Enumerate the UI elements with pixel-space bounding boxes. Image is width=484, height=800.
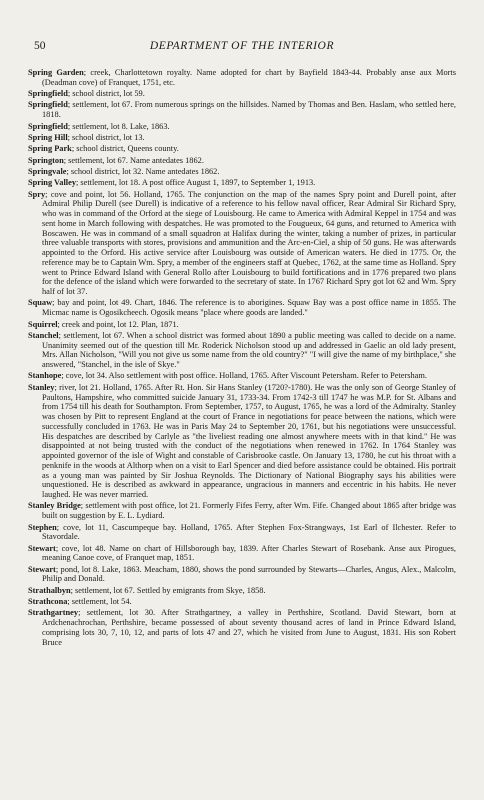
gazetteer-entry (28, 156, 456, 166)
entry-term: Springvale (28, 166, 67, 176)
gazetteer-entry (28, 144, 456, 154)
entry-text: ; settlement, lot 18. A post office August 1, 1897, to September 1, 1913. (76, 178, 316, 188)
gazetteer-entry (28, 608, 456, 647)
entry-term: Stanley Bridge (28, 501, 81, 511)
gazetteer-entry (28, 100, 456, 120)
gazetteer-entry (28, 122, 456, 132)
entry-text: ; cove and point, lot 56. Holland, 1765. The conjunction on the map of the names Spry point and Durell point, after Admiral Philip Durell (see Durell) is indicative of a reference to his fellow naval officer, Rear Admiral Sir Richard Spry, who was in command of the Orford at the siege of Louisbourg. He came to America with Admiral Keppel in 1754 and was sent home in March following with despatches. He was promoted to the Fougueux, 64 guns, and returned to America with Boscawen. He was in command of a small squadron at Halifax during the winter, taking a number of prizes, in particular three valuable transports with stores, provisions and ammunition and the Arc-en-Ciel, a ship of 50 guns. He was afterwards appointed to the Orford. His active service after Louisbourg was outside of American waters. He died in 1775. Or, the reference may be to Captain Wm. Spry, a member of the engineers staff at Quebec, 1762, at the same time as Holland. Spry went to Prince Edward Island with General Rollo after Louisbourg to build fortifications and in 1776 prepared two plans for the defence of the island which were forwarded to the secretary of state. In 1767 Richard Spry got lot 62 and Wm. Spry half of lot 37. (42, 189, 456, 297)
entry-text: ; school district, Queens county. (71, 144, 179, 154)
entry-term: Spring Hill (28, 132, 68, 142)
entry-text: ; school district, lot 13. (67, 132, 145, 142)
entry-text: ; settlement, lot 67. Name antedates 1862. (63, 155, 204, 165)
entry-term: Springfield (28, 100, 68, 110)
entry-term: Strathgartney (28, 608, 79, 618)
entry-term: Springfield (28, 89, 68, 99)
entry-term: Stephen (28, 522, 57, 532)
entry-term: Stanley (28, 382, 55, 392)
entry-text: ; settlement, lot 8. Lake, 1863. (67, 121, 170, 131)
entry-term: Spry (28, 189, 46, 199)
gazetteer-entry (28, 523, 456, 543)
gazetteer-entry (28, 167, 456, 177)
entry-term: Squirrel (28, 319, 58, 329)
entry-term: Stewart (28, 543, 56, 553)
gazetteer-entry (28, 68, 456, 88)
running-head: DEPARTMENT OF THE INTERIOR (149, 40, 335, 52)
entry-text: ; settlement, lot 67. When a school district was formed about 1890 a public meeting was called to decide on a name. Unanimity seemed out of the question till Mr. Roderick Nicholson stood up and addressed in Gaelic an old lady present, Mrs. Allan Nicholson, "Will you not give us some name from the old country?" "I will give the name of my birthplace," she answered, "Stanchel, in the isle of Skye." (42, 330, 456, 370)
entry-text: ; creek, Charlottetown royalty. Name adopted for chart by Bayfield 1843-44. Probably anse aux Morts (Deadman cove) of Franquet, 1751, etc. (42, 68, 456, 87)
entry-text: ; settlement, lot 67. From numerous springs on the hillsides. Named by Thomas and Ben. Haslam, who settled here, 1818. (42, 100, 456, 120)
entry-term: Spring Park (28, 144, 72, 154)
entry-term: Strathalbyn (28, 585, 71, 595)
entry-term: Strathcona (28, 597, 68, 607)
gazetteer-entry (28, 331, 456, 370)
entry-text: ; school district, lot 32. Name antedates 1862. (66, 166, 220, 176)
entry-text: ; settlement, lot 54. (67, 597, 132, 607)
gazetteer-entry (28, 544, 456, 564)
entry-text: ; settlement with post office, lot 21. Formerly Fifes Ferry, after Wm. Fife. Changed about 1865 after bridge was built on suggestion by E. L. Lydiard. (42, 501, 456, 521)
entry-text: ; settlement, lot 67. Settled by emigrants from Skye, 1858. (70, 585, 266, 595)
entry-text: ; creek and point, lot 12. Plan, 1871. (57, 319, 179, 329)
entry-text: ; cove, lot 11, Cascumpeque bay. Holland, 1765. After Stephen Fox-Strangways, 1st Earl of Ilchester. Refer to Stavordale. (42, 522, 456, 542)
entry-text: ; settlement, lot 30. After Strathgartney, a valley in Perthshire, Scotland. David Stewart, born at Ardchenachrochan, Perthshire, became possessed of about seventy thousand acres of land in Prince Edward Island, comprising lots 30, 7, 10, 12, and parts of lots 47 and 27, which he visited from June to August, 1831. His son Robert Bruce (42, 608, 456, 647)
gazetteer-entry (28, 133, 456, 143)
entry-term: Spring Valley (28, 178, 76, 188)
entry-term: Squaw (28, 298, 53, 308)
gazetteer-entry (28, 298, 456, 318)
entry-term: Springfield (28, 121, 68, 131)
entry-term: Stanchel (28, 330, 59, 340)
gazetteer-entry (28, 178, 456, 188)
gazetteer-entry (28, 597, 456, 607)
page-header (28, 40, 456, 56)
gazetteer-entry (28, 89, 456, 99)
entry-text: ; bay and point, lot 49. Chart, 1846. The reference is to aborigines. Squaw Bay was a post office name in 1855. The Micmac name is Ogosikcheech. Ogosik means "place where goods are landed." (42, 298, 456, 318)
entry-term: Springton (28, 155, 64, 165)
entry-term: Stewart (28, 564, 56, 574)
gazetteer-entry (28, 190, 456, 297)
entry-text: ; school district, lot 59. (67, 89, 145, 99)
gazetteer-entries (28, 68, 456, 647)
gazetteer-entry (28, 320, 456, 330)
page-number: 50 (34, 40, 46, 52)
gazetteer-entry (28, 371, 456, 381)
gazetteer-entry (28, 383, 456, 500)
entry-text: ; pond, lot 8. Lake, 1863. Meacham, 1880, shows the pond surrounded by Stewarts—Charles, Angus, Alex., Malcolm, Philip and Donald. (42, 564, 456, 584)
entry-term: Stanhope (28, 371, 62, 381)
gazetteer-entry (28, 565, 456, 585)
gazetteer-entry (28, 586, 456, 596)
gazetteer-entry (28, 501, 456, 521)
entry-term: Spring Garden (28, 68, 84, 77)
entry-text: ; cove, lot 34. Also settlement with post office. Holland, 1765. After Viscount Petersham. Refer to Petersham. (61, 371, 427, 381)
entry-text: ; river, lot 21. Holland, 1765. After Rt. Hon. Sir Hans Stanley (1720?-1780). He was the only son of George Stanley of Paultons, Hampshire, who committed suicide January 31, 1733-34. From 1742-3 till 1747 he was M.P. for St. Albans and from 1754 till his death for Southampton. From September, 1757, to August, 1765, he was a lord of the Admiralty. Stanley was chosen by Pitt to represent England at the court of France in negotiations for peace between the nations, which were successfully concluded in 1763. He was in Paris May 24 to September 20, 1761, but his negotiations were unsuccessful. His despatches are described by Carlyle as "the liveliest reading one almost anywhere meets with in that kind." He was disappointed at not being trusted with the conduct of the negotiations when renewed in 1762. In 1764 Stanley was appointed governor of the isle of Wight and constable of Carisbrooke castle. On January 13, 1780, he cut his throat with a penknife in the woods at Althorp when on a visit to Earl Spencer and died before assistance could be obtained. His portrait as a young man was painted by Sir Joshua Reynolds. The Dictionary of National Biography says his abilities were unquestioned. He is described as awkward in appearance, ungracious in manners and eccentric in his habits. He never laughed. He was never married. (42, 382, 456, 500)
entry-text: ; cove, lot 48. Name on chart of Hillsborough bay, 1839. After Charles Stewart of Rosebank. Anse aux Pirogues, meaning Canoe cove, of Franquet map, 1851. (42, 543, 456, 563)
